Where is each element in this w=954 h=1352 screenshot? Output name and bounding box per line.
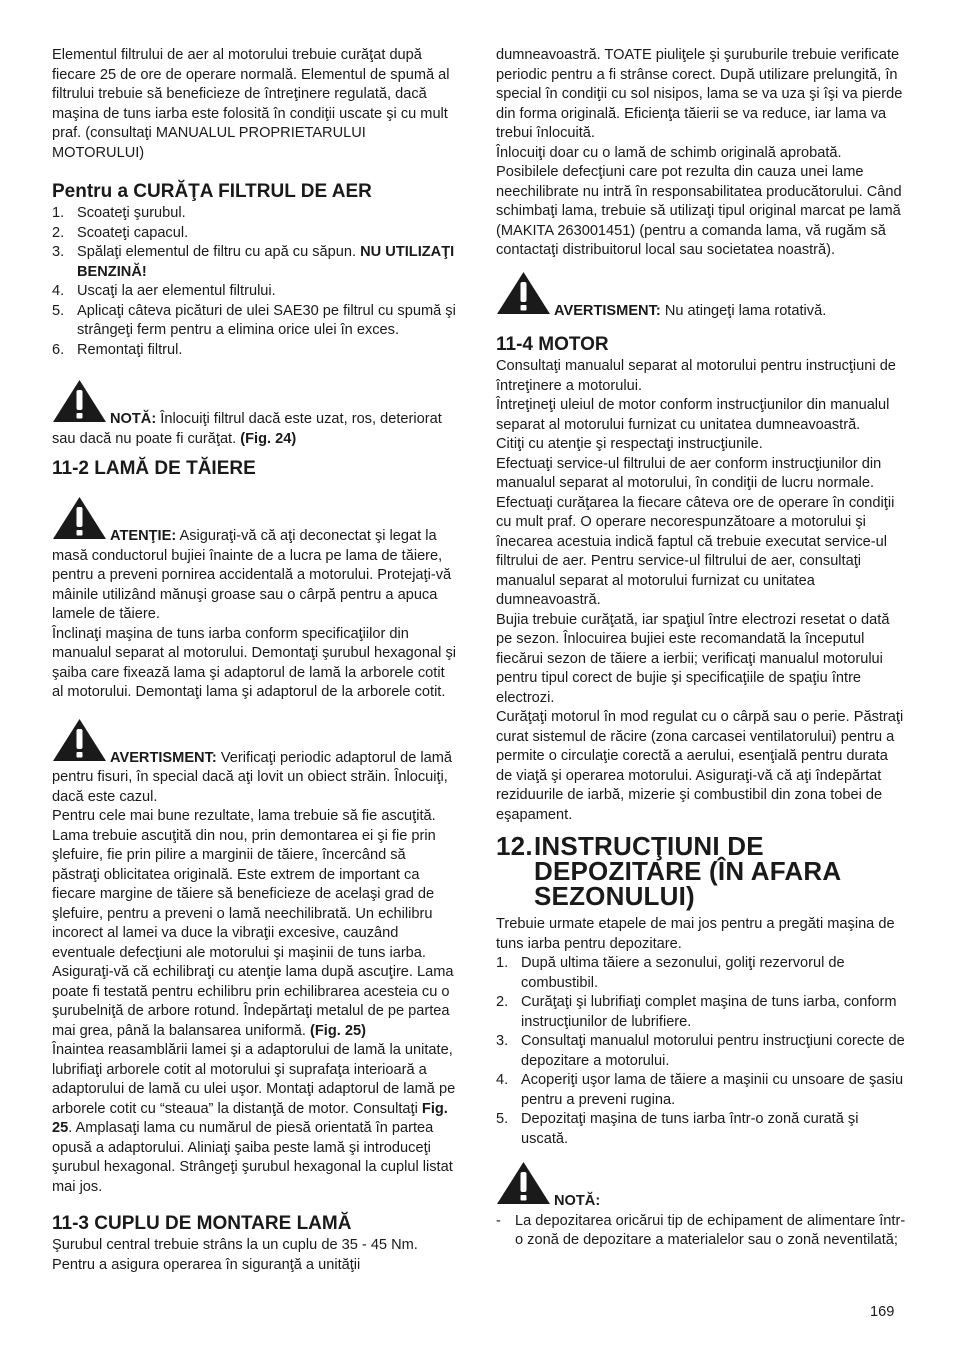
list-text-body: La depozitarea oricărui tip de echipament de alimentare într-o zonă de depozitare a materialelor sau o zonă neventilată; bbox=[515, 1212, 906, 1248]
warning-rotating-blade bbox=[496, 271, 906, 322]
list-item bbox=[52, 204, 456, 224]
list-text bbox=[521, 1110, 906, 1149]
note-filter-replace bbox=[52, 379, 456, 449]
warning-exclamation-icon bbox=[496, 271, 551, 322]
note-label: NOTĂ: bbox=[554, 1193, 601, 1209]
list-number: 6. bbox=[52, 341, 65, 358]
list-item bbox=[496, 1212, 906, 1251]
reassembly-text-a: Înaintea reasamblării lamei şi a adaptorului de lamă la unitate, lubrifiaţi arborele cotit al motorului şi suprafaţa interioară a adaptorului de lamă cu ulei uşor. Montaţi adaptorul de lamă pe arborele cotit cu “steaua” la distanţă de motor. Consultaţi bbox=[52, 1042, 456, 1117]
list-item bbox=[52, 243, 456, 282]
caution-text: Asiguraţi-vă că aţi deconectat şi legat la masă conductorul bujiei înainte de a lucra pe lama de tăiere, pentru a preveni pornirea accidentală a motorului. Protejaţi-vă mâinile utilizând mănuşi groase sau o cârpă pentru a apuca lamele de tăiere. bbox=[52, 528, 452, 622]
list-item bbox=[496, 993, 906, 1032]
blade-replacement-paragraph: Înlocuiţi doar cu o lamă de schimb originală aprobată. Posibilele defecţiuni care pot rezulta din cauza unei lame neechilibrate nu intră în responsabilitatea producătorului. Când schimbaţi lama, trebuie să utilizaţi tipul original marcat pe lamă (MAKITA 263001451) (pentru a comanda lama, vă rugăm să contactaţi distribuitorul local sau societatea noastră). bbox=[496, 144, 902, 258]
warning-text: Nu atingeţi lama rotativă. bbox=[660, 302, 827, 319]
list-number: 4. bbox=[52, 283, 65, 299]
reassembly-text-b: . Amplasaţi lama cu numărul de piesă orientată în partea opusă a adaptorului. Aliniaţi şaiba peste lamă şi introduceţi şurubul hexagonal. Strângeţi şurubul hexagonal la cuplul listat mai jos. bbox=[52, 1120, 453, 1195]
list-text-body: Scoateţi capacul. bbox=[77, 224, 189, 241]
list-number: - bbox=[496, 1212, 501, 1229]
warning-label: AVERTISMENT: bbox=[110, 749, 217, 766]
section-number: 12. bbox=[496, 831, 533, 861]
storage-intro: Trebuie urmate etapele de mai jos pentru a pregăti maşina de tuns iarba pentru depozitare. bbox=[496, 916, 895, 952]
list-number: 2. bbox=[496, 994, 509, 1010]
fig-ref: Fig. 25 bbox=[52, 1100, 448, 1136]
list-text bbox=[521, 954, 906, 993]
list-item bbox=[496, 1032, 906, 1071]
page-number: 169 bbox=[870, 1304, 895, 1320]
list-text-body: Scoateţi şurubul. bbox=[77, 205, 186, 221]
list-text-body: Depozitaţi maşina de tuns iarba într-o zonă curată şi uscată. bbox=[521, 1111, 859, 1147]
air-filter-intro: Elementul filtrului de aer al motorului trebuie curăţat după fiecare 25 de ore de operare normală. Elementul de spumă al filtrului trebuie să beneficieze de întreţinere regulată, dacă maşina de tuns iarba este folosită în condiţii uscate şi cu mult praf. (consultaţi MANUALUL PROPRIETARULUI MOTORULUI) bbox=[52, 47, 450, 161]
list-number: 1. bbox=[496, 955, 509, 971]
left-column bbox=[52, 46, 456, 1275]
list-item bbox=[496, 954, 906, 993]
section-11-3-heading: 11-3 CUPLU DE MONTARE LAMĂ bbox=[52, 1213, 352, 1234]
list-item bbox=[52, 282, 456, 302]
list-number: 5. bbox=[496, 1111, 509, 1127]
list-text-body: Aplicaţi câteva picături de ulei SAE30 pe filtrul cu spumă şi strângeţi ferm pentru a elimina orice ulei în exces. bbox=[77, 302, 456, 338]
torque-paragraph: Şurubul central trebuie strâns la un cuplu de 35 - 45 Nm. Pentru a asigura operarea în siguranţă a unităţii bbox=[52, 1237, 418, 1273]
right-column bbox=[496, 46, 906, 1251]
list-number: 3. bbox=[52, 244, 65, 260]
warning-text: Verificaţi periodic adaptorul de lamă pentru fisuri, în special dacă aţi lovit un obiect străin. Înlocuiţi, dacă este cazul. bbox=[52, 749, 453, 805]
list-text-body: Remontaţi filtrul. bbox=[77, 341, 183, 358]
section-title: INSTRUCŢIUNI DE DEPOZITARE (ÎN AFARA SEZONULUI) bbox=[534, 831, 841, 911]
clean-filter-steps bbox=[52, 204, 456, 360]
blade-removal-paragraph: Înclinaţi maşina de tuns iarba conform specificaţiilor din manualul separat al motorului. Demontaţi şurubul hexagonal şi şaiba care fixează lama şi adaptorul de lamă la arborele cotit al motorului. Demontaţi lama şi adaptorul de la arborele cotit. bbox=[52, 625, 456, 700]
list-item bbox=[52, 224, 456, 244]
reassembly-paragraph bbox=[52, 1041, 456, 1197]
clean-filter-heading: Pentru a CURĂŢA FILTRUL DE AER bbox=[52, 181, 372, 202]
blade-sharpening-paragraph bbox=[52, 807, 456, 1041]
list-text-emphasis: NU UTILIZAŢI BENZINĂ! bbox=[77, 244, 455, 280]
list-text bbox=[77, 341, 182, 361]
list-item bbox=[496, 1110, 906, 1149]
fig-ref: (Fig. 24) bbox=[240, 430, 297, 447]
note-storage bbox=[496, 1161, 906, 1212]
warning-exclamation-icon bbox=[52, 496, 107, 547]
list-text bbox=[77, 204, 186, 224]
list-text-body: Uscaţi la aer elementul filtrului. bbox=[77, 283, 276, 299]
list-text bbox=[77, 302, 456, 341]
list-text bbox=[521, 993, 906, 1032]
list-number: 4. bbox=[496, 1072, 509, 1088]
list-text bbox=[521, 1032, 906, 1071]
list-text bbox=[77, 224, 188, 244]
section-12-heading bbox=[496, 831, 906, 911]
list-text bbox=[515, 1212, 906, 1251]
storage-note-items bbox=[496, 1212, 906, 1251]
list-text-body: Curăţaţi şi lubrifiaţi complet maşina de tuns iarba, conform instrucţiunilor de lubrifiere. bbox=[521, 994, 897, 1030]
sharpening-text: Pentru cele mai bune rezultate, lama trebuie să fie ascuţită. Lama trebuie ascuţită din nou, prin demontarea ei şi fie prin şlefuire, fie prin pilire a marginii de tăiere, încercând să păstraţi oblicitatea originală. Este extrem de important ca fiecare margine de tăiere să beneficieze de acelaşi grad de şlefuire, pentru a preveni o lamă neechilibrată. Un echilibru incorect al lamei va duce la vibraţii excesive, cauzând eventuale defecţiuni ale motorului şi maşinii de tuns iarba. Asiguraţi-vă că echilibraţi cu atenţie lama după ascuţire. Lama poate fi testată pentru echilibru prin echilibrarea acesteia cu o şurubelniţă de arbore rotund. Îndepărtaţi metalul de pe partea mai grea, până la balansarea uniformă. bbox=[52, 808, 454, 1039]
warning-exclamation-icon bbox=[52, 718, 107, 769]
list-text-body: După ultima tăiere a sezonului, goliţi rezervorul de combustibil. bbox=[521, 955, 845, 991]
list-text bbox=[521, 1071, 906, 1110]
fig-ref: (Fig. 25) bbox=[309, 1022, 366, 1039]
list-number: 1. bbox=[52, 205, 65, 221]
warning-adapter bbox=[52, 718, 456, 808]
list-item bbox=[496, 1071, 906, 1110]
section-11-4-heading: 11-4 MOTOR bbox=[496, 334, 609, 355]
warning-exclamation-icon bbox=[52, 379, 107, 430]
warning-label: AVERTISMENT: bbox=[554, 302, 661, 319]
caution-label: ATENŢIE: bbox=[110, 528, 177, 544]
bolts-paragraph: dumneavoastră. TOATE piuliţele şi şuruburile trebuie verificate periodic pentru a fi strânse corect. După utilizare prelungită, în special în condiţii cu sol nisipos, lama se va uza şi îşi va pierde din forma originală. Eficienţa tăierii se va reduce, iar lama va trebui înlocuită. bbox=[496, 47, 903, 141]
list-number: 5. bbox=[52, 302, 65, 319]
list-text-body: Consultaţi manualul motorului pentru instrucţiuni corecte de depozitare a motorului. bbox=[521, 1033, 905, 1069]
list-text-body: Acoperiţi uşor lama de tăiere a maşinii cu unsoare de şasiu pentru a preveni rugina. bbox=[521, 1072, 904, 1108]
motor-paragraph: Consultaţi manualul separat al motorului pentru instrucţiuni de întreţinere a motorului. Întreţineţi uleiul de motor conform instrucţiunilor din manualul separat al motorului furnizat cu unitatea dumneavoastră. Citiţi cu atenţie şi respectaţi instrucţiunile. Efectuaţi service-ul filtrului de aer conform instrucţiunilor din manualul separat al motorului, în condiţii de lucru normale. Efectuaţi curăţarea la fiecare câteva ore de operare în condiţii cu mult praf. O operare necorespunzătoare a motorului şi înecarea acestuia indică faptul că trebuie executat service-ul filtrului de aer. Pentru service-ul filtrului de aer, consultaţi manualul separat al motorului furnizat cu unitatea dumneavoastră. Bujia trebuie curăţată, iar spaţiul între electrozi resetat o dată pe sezon. Înlocuirea bujiei este recomandată la începutul fiecărui sezon de tăiere a ierbii; verificaţi manualul motorului pentru tipul corect de bujie şi specificaţiile de spaţiu între electrozi. Curăţaţi motorul în mod regulat cu o cârpă sau o perie. Păstraţi curat sistemul de răcire (zona carcasei ventilatorului) pentru a permite o circulaţie corectă a aerului, esenţială pentru durata de viaţă şi operarea motorului. Asiguraţi-vă că aţi îndepărtat reziduurile de iarbă, mizerie şi combustibil din zona tobei de eşapament. bbox=[496, 358, 904, 823]
list-number: 2. bbox=[52, 224, 65, 241]
caution-spark-plug bbox=[52, 496, 456, 625]
list-text bbox=[77, 282, 276, 302]
list-item bbox=[52, 341, 456, 361]
note-text: Înlocuiţi filtrul dacă este uzat, ros, deteriorat sau dacă nu poate fi curăţat. bbox=[52, 411, 442, 447]
storage-steps bbox=[496, 954, 906, 1149]
section-11-2-heading: 11-2 LAMĂ DE TĂIERE bbox=[52, 458, 256, 479]
note-label: NOTĂ: bbox=[110, 411, 157, 427]
list-text-body: Spălaţi elementul de filtru cu apă cu săpun. bbox=[77, 244, 361, 260]
list-text bbox=[77, 243, 456, 282]
warning-exclamation-icon bbox=[496, 1161, 551, 1212]
list-item bbox=[52, 302, 456, 341]
list-number: 3. bbox=[496, 1033, 509, 1049]
